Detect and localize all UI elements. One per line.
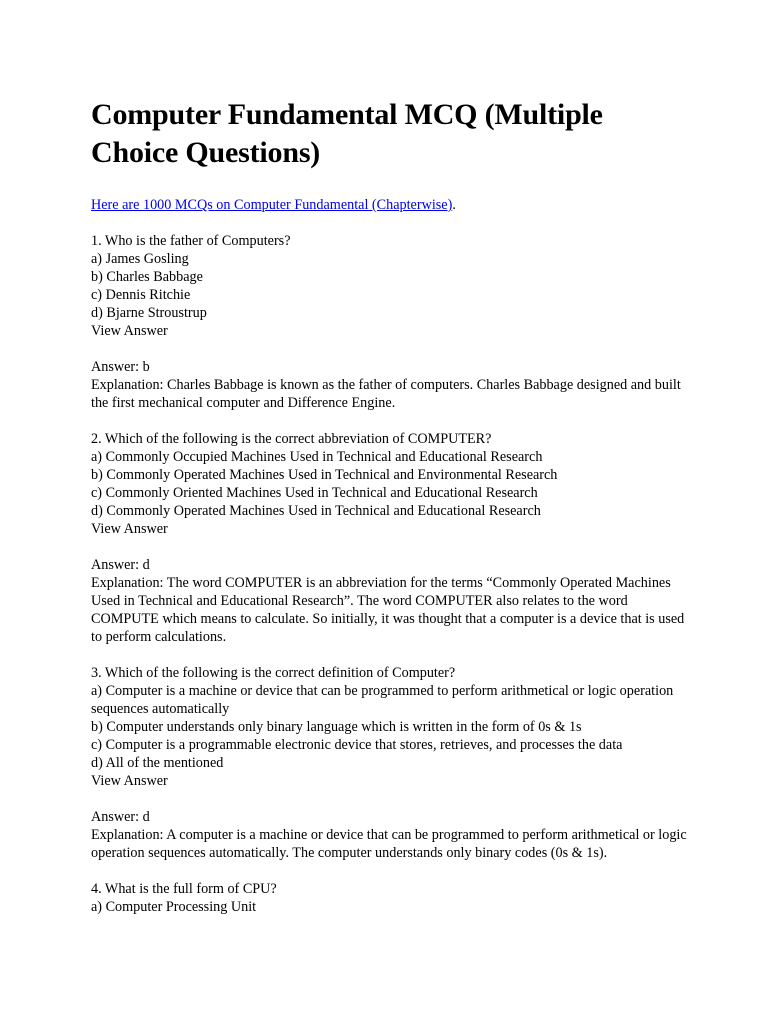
option-c: c) Dennis Ritchie xyxy=(91,287,191,303)
explanation-text: Explanation: A computer is a machine or device that can be programmed to perform arithmetical or logic operation sequences automatically. The computer understands only binary codes (0s & 1s). xyxy=(91,827,687,861)
page-title: Computer Fundamental MCQ (Multiple Choice Questions) xyxy=(91,98,603,169)
question-1 xyxy=(91,232,691,340)
answer-text: Answer: d xyxy=(91,809,150,825)
option-a: a) Commonly Occupied Machines Used in Technical and Educational Research xyxy=(91,449,543,465)
option-a: a) Computer is a machine or device that can be programmed to perform arithmetical or logic operation sequences automatically xyxy=(91,683,674,717)
option-d: d) Bjarne Stroustrup xyxy=(91,305,207,321)
option-b: b) Commonly Operated Machines Used in Technical and Environmental Research xyxy=(91,467,558,483)
option-c: c) Commonly Oriented Machines Used in Technical and Educational Research xyxy=(91,485,538,501)
view-answer-button[interactable]: View Answer xyxy=(91,521,168,537)
document-page xyxy=(91,96,691,916)
question-text: 1. Who is the father of Computers? xyxy=(91,233,291,249)
intro-paragraph xyxy=(91,196,691,214)
question-3 xyxy=(91,664,691,790)
option-d: d) Commonly Operated Machines Used in Technical and Educational Research xyxy=(91,503,541,519)
answer-2 xyxy=(91,556,691,646)
view-answer-button[interactable]: View Answer xyxy=(91,773,168,789)
intro-suffix: . xyxy=(452,197,456,213)
explanation-text: Explanation: The word COMPUTER is an abbreviation for the terms “Commonly Operated Machines Used in Technical and Educational Research”. The word COMPUTER also relates to the word COMPUTE which means to calculate. So initially, it was thought that a computer is a device that is used to perform calculations. xyxy=(91,575,685,645)
answer-text: Answer: d xyxy=(91,557,150,573)
option-a: a) James Gosling xyxy=(91,251,189,267)
question-text: 4. What is the full form of CPU? xyxy=(91,881,277,897)
option-b: b) Charles Babbage xyxy=(91,269,203,285)
question-2 xyxy=(91,430,691,538)
question-text: 3. Which of the following is the correct definition of Computer? xyxy=(91,665,456,681)
answer-1 xyxy=(91,358,691,412)
option-a: a) Computer Processing Unit xyxy=(91,899,257,915)
option-c: c) Computer is a programmable electronic device that stores, retrieves, and processes the data xyxy=(91,737,623,753)
option-d: d) All of the mentioned xyxy=(91,755,224,771)
view-answer-button[interactable]: View Answer xyxy=(91,323,168,339)
option-b: b) Computer understands only binary language which is written in the form of 0s & 1s xyxy=(91,719,582,735)
answer-text: Answer: b xyxy=(91,359,150,375)
question-4 xyxy=(91,880,691,916)
question-text: 2. Which of the following is the correct abbreviation of COMPUTER? xyxy=(91,431,492,447)
explanation-text: Explanation: Charles Babbage is known as the father of computers. Charles Babbage designed and built the first mechanical computer and Difference Engine. xyxy=(91,377,681,411)
mcq-chapterwise-link[interactable]: Here are 1000 MCQs on Computer Fundamental (Chapterwise) xyxy=(91,197,453,213)
answer-3 xyxy=(91,808,691,862)
